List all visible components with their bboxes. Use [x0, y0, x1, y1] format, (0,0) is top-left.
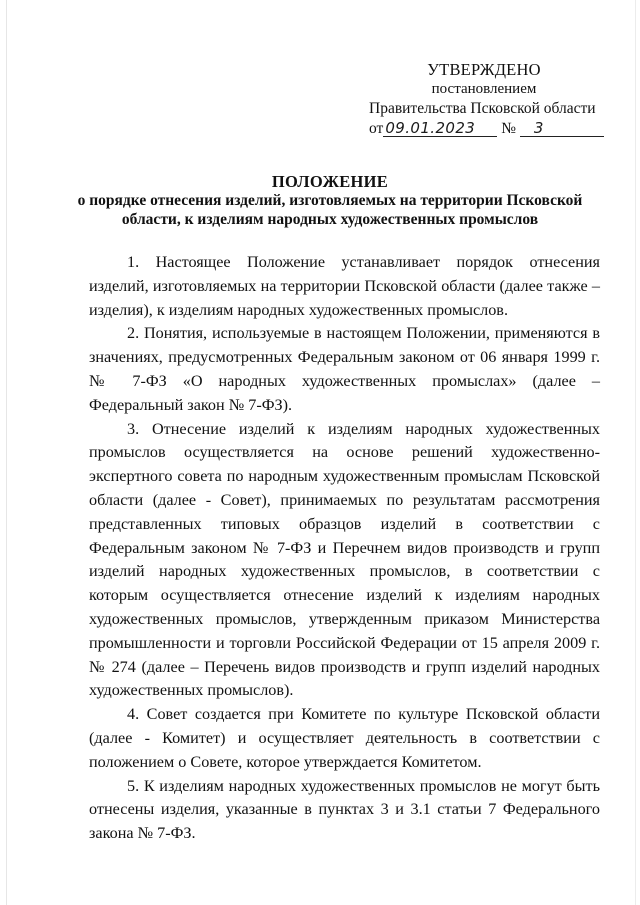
document-body — [89, 251, 600, 846]
approval-authority: Правительства Псковской области — [369, 100, 596, 117]
number-prefix: № — [501, 119, 516, 137]
heading-subtitle: о порядке отнесения изделий, изготовляемых на территории Псковской области, к изделиям народных художественных промыслов — [77, 192, 583, 228]
date-value-handwritten: 09.01.2023 — [383, 120, 497, 137]
approval-title: УТВЕРЖДЕНО — [427, 60, 541, 79]
paragraph-5: 5. К изделиям народных художественных промыслов не могут быть отнесены изделия, указанные в пунктах 3 и 3.1 статьи 7 Федерального закона № 7-ФЗ. — [89, 776, 600, 843]
approval-by: постановлением — [431, 80, 537, 97]
scan-edge-right — [635, 0, 636, 905]
paragraph-1: 1. Настоящее Положение устанавливает порядок отнесения изделий, изготовляемых на территории Псковской области (далее также – изделия), к изделиям народных художественных промыслов. — [89, 253, 600, 319]
date-prefix: от — [369, 119, 384, 137]
paragraph-2: 2. Понятия, используемые в настоящем Положении, применяются в значениях, предусмотренных Федеральным законом от 06 января 1999 г. № 7-ФЗ «О народных художественных промыслах» (далее – Федеральный закон № 7-ФЗ). — [89, 324, 600, 414]
number-value-handwritten: 3 — [520, 120, 604, 137]
heading-title: ПОЛОЖЕНИЕ — [271, 172, 389, 191]
paragraph-4: 4. Совет создается при Комитете по культуре Псковской области (далее - Комитет) и осуществляет деятельность в соответствии с положением о Совете, которое утверждается Комитетом. — [89, 705, 600, 771]
scan-edge-left — [6, 0, 7, 905]
paragraph-3: 3. Отнесение изделий к изделиям народных художественных промыслов осуществляется на основе решений художественно-экспертного совета по народным художественным промыслам Псковской области (далее - Совет), принимаемых по результатам рассмотрения представленных типовых образцов изделий в соответствии с Федеральным законом № 7-ФЗ и Перечнем видов производств и групп изделий народных художественных промыслов, в соответствии с которым осуществляется отнесение изделий к изделиям народных художественных промыслов, утвержденным приказом Министерства промышленности и торговли Российской Федерации от 15 апреля 2009 г. № 274 (далее – Перечень видов производств и групп изделий народных художественных промыслов). — [89, 419, 600, 700]
approval-date-number — [364, 119, 604, 141]
document-heading — [60, 172, 600, 229]
approval-stamp — [364, 60, 604, 141]
